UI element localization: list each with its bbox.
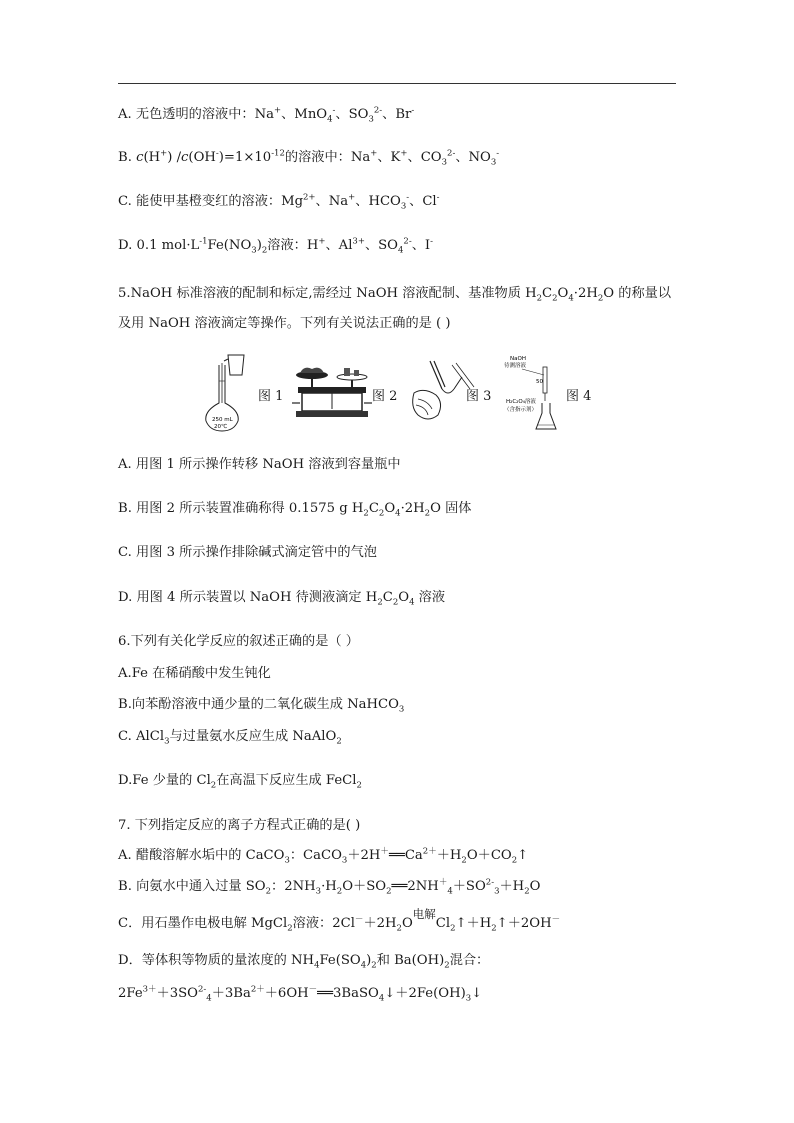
burette-label-naoh: NaOH — [510, 356, 526, 362]
q7-option-a: A. 醋酸溶解水垢中的 CaCO$_3$：$CaCO_3+2H^+══Ca^{2+}+H_2O+CO_2↑$ — [118, 846, 529, 866]
q4-option-d: D. 0.1 $mol\cdot L^{-1}Fe(NO_3)_2$溶液：H+、$Al^{3+}$、$SO_4^{2-}$、I- — [118, 236, 433, 256]
q4-option-b: B. c(H+) $/c(OH^-)=1\times 10^{-12}$的溶液中：Na+、K+、$CO_3^{2-}$、$NO_3^-$ — [118, 148, 500, 168]
figure-1 — [200, 353, 255, 433]
figure-4 — [500, 353, 562, 433]
balance-illustration — [292, 363, 372, 425]
q6-option-c: C. AlCl$_3$与过量氨水反应生成 NaAlO$_2$ — [118, 729, 342, 747]
flask-volume-label: 250 mL — [212, 417, 233, 423]
q5-option-a: A. 用图 1 所示操作转移 NaOH 溶液到容量瓶中 — [118, 457, 401, 472]
q5-stem-line2: 及用 NaOH 溶液滴定等操作。下列有关说法正确的是 ( ) — [118, 316, 451, 331]
figure-2-label: 图 2 — [372, 389, 398, 404]
figure-1-label: 图 1 — [258, 389, 284, 404]
burette-scale-mark: 50 — [536, 379, 543, 385]
q5-option-c: C. 用图 3 所示操作排除碱式滴定管中的气泡 — [118, 545, 377, 560]
flask-temperature-label: 20℃ — [214, 424, 228, 430]
q5-stem-line1: 5.NaOH 标准溶液的配制和标定,需经过 NaOH 溶液配制、基准物质 $H_2C_2O_4\cdot 2H_2O$ 的称量以 — [118, 286, 672, 304]
q6-option-a: A.Fe 在稀硝酸中发生钝化 — [118, 666, 271, 681]
figure-3-label: 图 3 — [466, 389, 492, 404]
q7-stem: 7. 下列指定反应的离子方程式正确的是( ) — [118, 818, 361, 833]
q5-option-d: D. 用图 4 所示装置以 NaOH 待测液滴定 $H_2C_2O_4$ 溶液 — [118, 590, 446, 608]
q6-option-d: D.Fe 少量的 $Cl_2$在高温下反应生成 FeCl$_2$ — [118, 773, 362, 791]
volumetric-flask-illustration — [200, 353, 255, 433]
electrolysis-condition: 电解 — [412, 907, 436, 921]
q6-stem: 6.下列有关化学反应的叙述正确的是（ ） — [118, 634, 359, 649]
header-rule — [118, 83, 676, 84]
beaker-label-solution: H₂C₂O₄溶液 — [506, 399, 536, 405]
q7-option-d-stem: D．等体积等物质的量浓度的 $NH_4Fe(SO_4)_2$和 $Ba(OH)_2$混合： — [118, 953, 490, 971]
q7-option-b: B. 向氨水中通入过量 $SO_2$：$2NH_3\cdot H_2O+SO_2══2NH^+_4+SO^{2-}_3+H_2O$ — [118, 877, 541, 897]
q5-option-b: B. 用图 2 所示装置准确称得 0.1575 g $H_2C_2O_4\cdot 2H_2O$ 固体 — [118, 501, 472, 519]
q4-option-c: C. 能使甲基橙变红的溶液：$Mg^{2+}$、Na+、$HCO_3^-$、Cl- — [118, 192, 440, 212]
q6-option-b: B.向苯酚溶液中通少量的二氧化碳生成 NaHCO$_3$ — [118, 697, 405, 715]
q4-option-a: A. 无色透明的溶液中：Na+、MnO$_4$-、$SO_3^{2-}$、Br- — [118, 105, 415, 125]
q7-option-c: C．用石墨作电极电解 MgCl$_2$溶液：$2Cl^-+2H_2O$电解$Cl_2↑+H_2↑+2OH^-$ — [118, 907, 561, 934]
q5-figure-row — [200, 353, 600, 433]
titration-illustration — [500, 353, 562, 433]
figure-4-label: 图 4 — [566, 389, 592, 404]
beaker-label-indicator: （含指示剂） — [504, 407, 538, 413]
burette-label-solution: 待测溶液 — [504, 363, 527, 369]
figure-2 — [292, 363, 372, 425]
q7-option-d-equation: $2Fe^{3+}+3SO^{2-}_4+3Ba^{2+}+6OH^-══3BaSO_4↓+2Fe(OH)_3↓$ — [118, 984, 483, 1004]
